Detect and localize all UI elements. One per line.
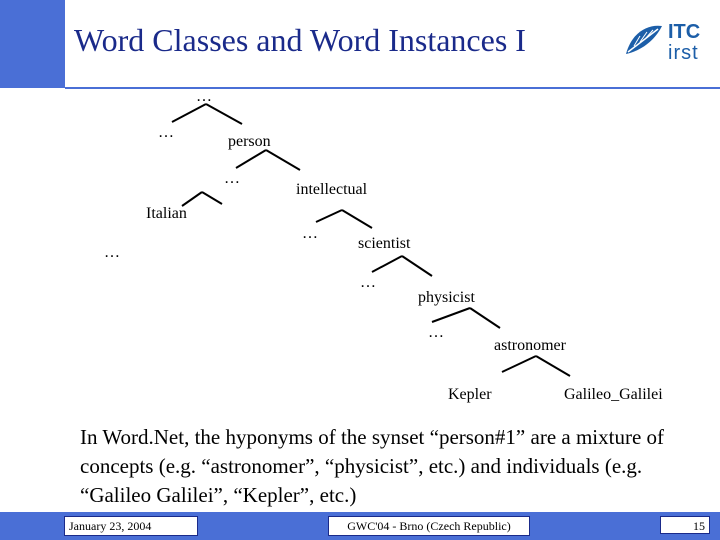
node-physicist: physicist — [418, 289, 475, 306]
footer-conference: GWC'04 - Brno (Czech Republic) — [328, 516, 530, 536]
node-left4-ellipsis: … — [360, 274, 376, 291]
node-scientist: scientist — [358, 235, 411, 252]
edge-astronomer-kepler — [502, 356, 536, 372]
logo-irst: irst — [668, 42, 699, 64]
node-person: person — [228, 133, 271, 150]
edge-intellectual-scientist — [342, 210, 372, 228]
slide-caption: In Word.Net, the hyponyms of the synset “person#1” are a mixture of concepts (e.g. “astronomer”, “physicist”, etc.) and individuals (e.g. “Galileo Galilei”, “Kepler”, etc.) — [80, 425, 665, 507]
edge-physicist-left5 — [432, 308, 470, 322]
edge-physicist-astronomer — [470, 308, 500, 328]
edge-scientist-left4 — [372, 256, 402, 272]
footer-page-number: 15 — [660, 516, 710, 534]
logo-itc: ITC — [668, 21, 701, 43]
edge-italian-a — [182, 192, 202, 206]
edge-italian-b — [202, 192, 222, 204]
node-astronomer: astronomer — [494, 337, 566, 354]
node-left1-ellipsis: … — [158, 124, 174, 141]
node-farleft-ellipsis: … — [104, 244, 120, 261]
node-intellectual: intellectual — [296, 181, 368, 198]
edge-scientist-physicist — [402, 256, 432, 276]
footer-date: January 23, 2004 — [64, 516, 198, 536]
node-left2-ellipsis: … — [224, 170, 240, 187]
slide-title: Word Classes and Word Instances I — [74, 22, 526, 58]
node-kepler: Kepler — [448, 386, 492, 403]
edge-intellectual-left3 — [316, 210, 342, 222]
node-left3-ellipsis: … — [302, 225, 318, 242]
edge-person-intellectual — [266, 150, 300, 170]
node-italian: Italian — [146, 205, 187, 222]
node-galileo: Galileo_Galilei — [564, 386, 663, 403]
edge-person-left2 — [236, 150, 266, 168]
edge-root-left1 — [172, 104, 206, 122]
edge-astronomer-galileo — [536, 356, 570, 376]
node-root-ellipsis: … — [196, 88, 212, 105]
node-left5-ellipsis: … — [428, 324, 444, 341]
edge-root-person — [206, 104, 242, 124]
